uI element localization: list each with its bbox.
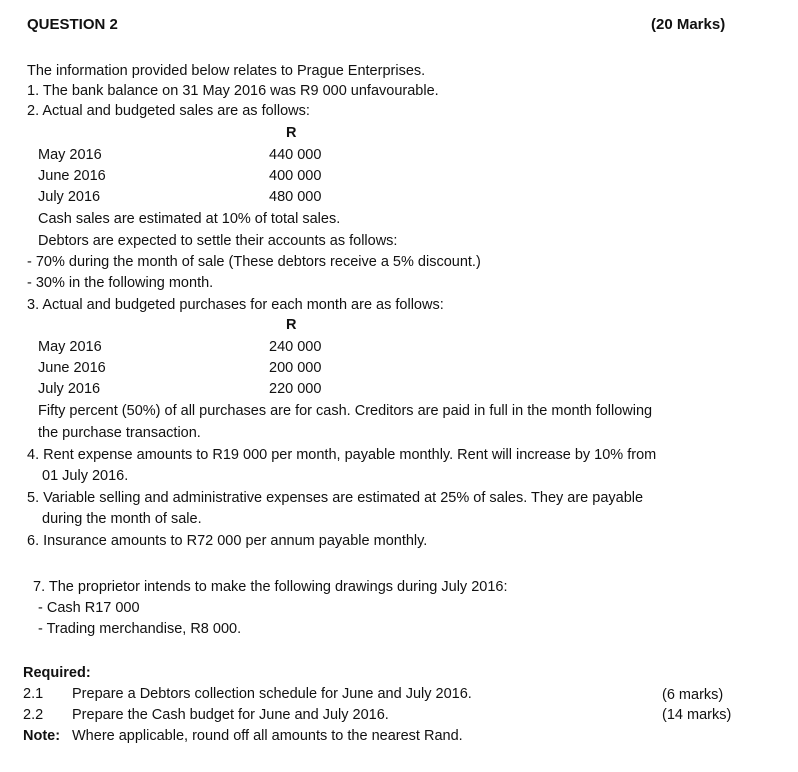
required-heading: Required: bbox=[23, 665, 91, 681]
point-4: 4. Rent expense amounts to R19 000 per month, payable monthly. Rent will increase by 10% from bbox=[27, 447, 657, 463]
purchases-amount: 200 000 bbox=[269, 360, 322, 376]
purchases-amount: 240 000 bbox=[269, 339, 322, 355]
intro-line: The information provided below relates to Prague Enterprises. bbox=[27, 63, 426, 79]
debtors-term-1: - 70% during the month of sale (These debtors receive a 5% discount.) bbox=[27, 254, 481, 270]
required-num: 2.1 bbox=[23, 686, 44, 702]
point-7: 7. The proprietor intends to make the following drawings during July 2016: bbox=[33, 579, 508, 595]
point-1: 1. The bank balance on 31 May 2016 was R9 000 unfavourable. bbox=[27, 83, 439, 99]
sales-month: July 2016 bbox=[38, 189, 101, 205]
purchases-note-line-1: Fifty percent (50%) of all purchases are for cash. Creditors are paid in full in the month following bbox=[38, 403, 653, 419]
required-text: Prepare the Cash budget for June and July 2016. bbox=[72, 707, 389, 723]
sales-amount: 400 000 bbox=[269, 168, 322, 184]
point-5: 5. Variable selling and administrative expenses are estimated at 25% of sales. They are payable bbox=[27, 490, 644, 506]
point-5-cont: during the month of sale. bbox=[42, 511, 202, 527]
required-marks: (14 marks) bbox=[662, 707, 732, 723]
point-6: 6. Insurance amounts to R72 000 per annum payable monthly. bbox=[27, 533, 428, 549]
required-num: 2.2 bbox=[23, 707, 44, 723]
note-label: Note: bbox=[23, 728, 61, 744]
total-marks: (20 Marks) bbox=[651, 16, 726, 33]
cash-sales-note: Cash sales are estimated at 10% of total sales. bbox=[38, 211, 341, 227]
purchases-month: June 2016 bbox=[38, 360, 106, 376]
drawing-cash: - Cash R17 000 bbox=[38, 600, 140, 616]
required-marks: (6 marks) bbox=[662, 687, 724, 703]
debtors-term-2: - 30% in the following month. bbox=[27, 275, 214, 291]
sales-amount: 440 000 bbox=[269, 147, 322, 163]
sales-month: May 2016 bbox=[38, 147, 102, 163]
purchases-note-line-2: the purchase transaction. bbox=[38, 425, 201, 441]
purchases-amount: 220 000 bbox=[269, 381, 322, 397]
sales-month: June 2016 bbox=[38, 168, 106, 184]
purchases-month: May 2016 bbox=[38, 339, 102, 355]
purchases-currency-header: R bbox=[286, 317, 297, 333]
note-text: Where applicable, round off all amounts to the nearest Rand. bbox=[72, 728, 463, 744]
debtors-note: Debtors are expected to settle their accounts as follows: bbox=[38, 233, 398, 249]
purchases-month: July 2016 bbox=[38, 381, 101, 397]
sales-amount: 480 000 bbox=[269, 189, 322, 205]
sales-currency-header: R bbox=[286, 125, 297, 141]
question-title: QUESTION 2 bbox=[27, 16, 118, 33]
point-4-cont: 01 July 2016. bbox=[42, 468, 129, 484]
drawing-merchandise: - Trading merchandise, R8 000. bbox=[38, 621, 242, 637]
point-3: 3. Actual and budgeted purchases for each month are as follows: bbox=[27, 297, 444, 313]
required-text: Prepare a Debtors collection schedule for June and July 2016. bbox=[72, 686, 472, 702]
point-2: 2. Actual and budgeted sales are as follows: bbox=[27, 103, 310, 119]
